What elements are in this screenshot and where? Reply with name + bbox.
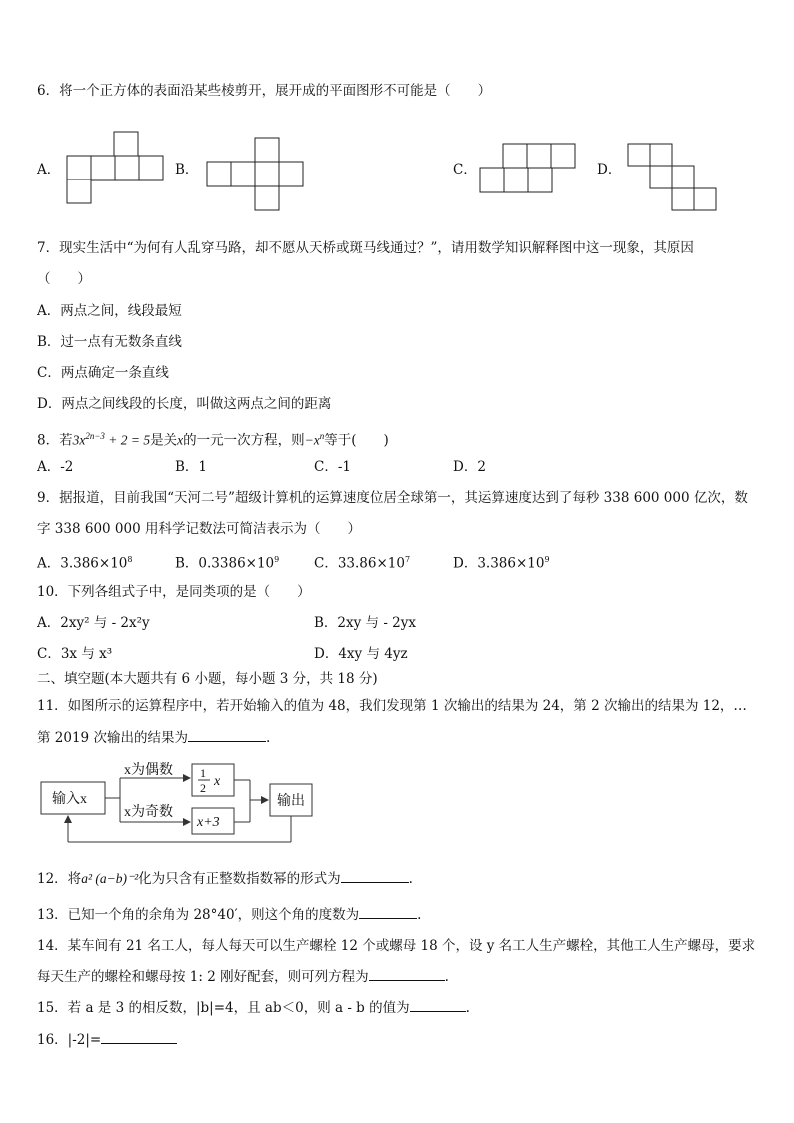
q15-stem: 15．若 a 是 3 的相反数，|b|=4，且 ab＜0，则 a - b 的值为 . (37, 1000, 470, 1016)
net-figure-a (66, 131, 166, 181)
svg-text:2: 2 (200, 781, 206, 795)
q16-stem: 16．|-2|= (37, 1031, 177, 1049)
answer-blank[interactable] (101, 1031, 177, 1044)
q10-option-c: C．3x 与 x³ (37, 646, 113, 662)
q6-label-c: C． (453, 162, 477, 178)
q12-stem: 12．将a² (a−b)⁻²化为只含有正整数指数幂的形式为 . (37, 871, 413, 887)
answer-blank[interactable] (410, 999, 466, 1012)
answer-blank[interactable] (369, 968, 445, 981)
q10-option-a: A．2xy² 与 - 2x²y (37, 615, 150, 631)
net-figure-d (627, 143, 721, 213)
svg-text:1: 1 (200, 766, 206, 780)
flow-odd-label: x为奇数 (124, 805, 173, 820)
flow-plus3-label: x+3 (197, 815, 220, 830)
q9-option-d: D．$3.386\times 10^9$ (453, 555, 550, 572)
answer-blank[interactable] (359, 906, 417, 919)
q6-label-a: A． (37, 162, 61, 178)
answer-blank[interactable] (341, 870, 409, 883)
answer-blank[interactable] (188, 729, 266, 742)
q8-option-c: C．-1 (314, 459, 351, 475)
net-figure-c (479, 143, 579, 195)
q11-line1: 11．如图所示的运算程序中，若开始输入的值为 48，我们发现第 1 次输出的结果为 24，第 2 次输出的结果为 12，… (37, 698, 747, 714)
q14-line1: 14．某车间有 21 名工人，每人每天可以生产螺栓 12 个或螺母 18 个，设 y 名工人生产螺栓，其他工人生产螺母，要求 (37, 938, 756, 954)
q14-line2: 每天生产的螺栓和螺母按 1: 2 刚好配套，则可列方程为 . (37, 969, 449, 985)
q9-option-c: C．$33.86\times 10^7$ (314, 555, 411, 572)
q11-flowchart (40, 760, 320, 850)
q7-paren: （ ） (37, 271, 91, 287)
section-heading: 二、填空题(本大题共有 6 小题，每小题 3 分，共 18 分) (37, 671, 378, 687)
q8-stem: 8．若$3x^{2n-3} + 2 = 5$是关x的一元一次方程，则$-x^n$等于( ) (37, 431, 389, 449)
q9-option-a: A．$3.386\times 10^8$ (37, 555, 133, 572)
q7-option-a: A．两点之间，线段最短 (37, 303, 182, 319)
q8-option-a: A．-2 (37, 459, 74, 475)
net-figure-a-bottom (66, 179, 96, 207)
flow-output-label: 输出 (277, 794, 305, 809)
q10-option-b: B．2xy 与 - 2yx (314, 615, 417, 631)
flow-even-label: x为偶数 (124, 763, 173, 778)
q8-option-b: B．1 (175, 459, 208, 475)
q6-stem: 6．将一个正方体的表面沿某些棱剪开，展开成的平面图形不可能是（ ） (37, 83, 492, 99)
q9-line2: 字 338 600 000 用科学记数法可简洁表示为（ ） (37, 521, 361, 537)
q6-label-b: B． (175, 162, 199, 178)
flow-input-label: 输入x (52, 792, 87, 807)
q11-line2: 第 2019 次输出的结果为 . (37, 730, 271, 746)
q10-stem: 10．下列各组式子中，是同类项的是（ ） (37, 584, 311, 600)
q7-stem: 7．现实生活中“为何有人乱穿马路，却不愿从天桥或斑马线通过？”，请用数学知识解释图中这一现象，其原因 (37, 240, 694, 256)
q13-stem: 13．已知一个角的余角为 28°40′，则这个角的度数为 . (37, 907, 422, 923)
q7-option-b: B．过一点有无数条直线 (37, 334, 182, 350)
svg-text:x: x (214, 774, 221, 789)
q7-option-d: D．两点之间线段的长度，叫做这两点之间的距离 (37, 396, 332, 412)
q6-label-d: D． (597, 162, 622, 178)
q7-option-c: C．两点确定一条直线 (37, 365, 169, 381)
q9-option-b: B．$0.3386\times 10^9$ (175, 555, 280, 572)
q10-option-d: D．4xy 与 4yz (314, 646, 408, 662)
q9-line1: 9．据报道，目前我国“天河二号”超级计算机的运算速度位居全球第一，其运算速度达到了每秒 338 600 000 亿次，数 (37, 490, 748, 506)
net-figure-b (206, 137, 306, 213)
q8-option-d: D．2 (453, 459, 486, 475)
